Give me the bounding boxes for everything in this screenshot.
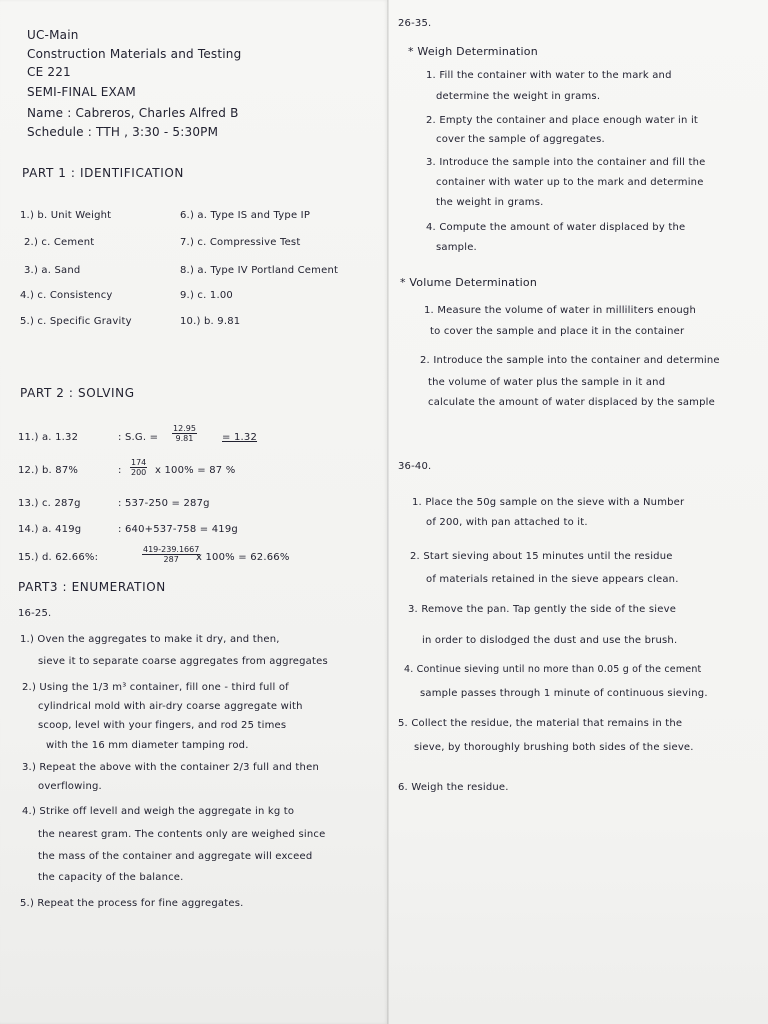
problem-13-work: : 537-250 = 287g: [118, 498, 210, 509]
answer-3: 3.) a. Sand: [24, 265, 81, 276]
part3-step-line-5: scoop, level with your fingers, and rod 25 times: [38, 720, 287, 731]
sieve-step-line-10: sieve, by thoroughly brushing both sides of the sieve.: [414, 742, 694, 753]
course-code: CE 221: [27, 65, 71, 79]
exam-title: SEMI-FINAL EXAM: [27, 85, 136, 99]
weigh-step-line-3: 2. Empty the container and place enough water in it: [426, 115, 699, 126]
sieve-step-line-9: 5. Collect the residue, the material that remains in the: [398, 718, 683, 729]
answer-4: 4.) c. Consistency: [20, 290, 113, 301]
school-label: UC-Main: [27, 28, 79, 42]
page-fold: [387, 0, 389, 1024]
weigh-step-line-6: container with water up to the mark and determine: [436, 177, 704, 188]
part3-step-line-4: cylindrical mold with air-dry coarse aggregate with: [38, 701, 303, 712]
student-name: Name : Cabreros, Charles Alfred B: [27, 106, 239, 120]
weigh-step-line-1: 1. Fill the container with water to the mark and: [426, 70, 672, 81]
problem-12-numerator: 174: [131, 458, 147, 467]
answer-1: 1.) b. Unit Weight: [20, 210, 112, 221]
answer-2: 2.) c. Cement: [24, 237, 95, 248]
problem-11-numerator: 12.95: [173, 424, 196, 433]
part3-step-line-8: overflowing.: [38, 781, 102, 792]
sieve-step-line-8: sample passes through 1 minute of continuous sieving.: [420, 688, 708, 699]
part1-title: PART 1 : IDENTIFICATION: [22, 166, 184, 180]
answer-6: 6.) a. Type IS and Type IP: [180, 210, 311, 221]
part3-step-line-1: 1.) Oven the aggregates to make it dry, and then,: [20, 634, 280, 645]
answer-8: 8.) a. Type IV Portland Cement: [180, 265, 339, 276]
problem-13-label: 13.) c. 287g: [18, 498, 81, 509]
sieve-step-line-6: in order to dislodged the dust and use the brush.: [422, 635, 678, 646]
problem-15-fraction: [142, 545, 200, 564]
answer-9: 9.) c. 1.00: [180, 290, 233, 301]
problem-15-result: x 100% = 62.66%: [196, 552, 290, 563]
part3-step-line-2: sieve it to separate coarse aggregates from aggregates: [38, 656, 328, 667]
weigh-step-line-9: sample.: [436, 242, 477, 253]
part3-range: 16-25.: [18, 608, 52, 619]
problem-12-label: 12.) b. 87%: [18, 465, 79, 476]
part3-step-line-12: the capacity of the balance.: [38, 872, 184, 883]
problem-11-label: 11.) a. 1.32: [18, 432, 79, 443]
sieve-step-line-4: of materials retained in the sieve appears clean.: [426, 574, 679, 585]
sieve-step-line-3: 2. Start sieving about 15 minutes until the residue: [410, 551, 673, 562]
part3-step-line-9: 4.) Strike off levell and weigh the aggregate in kg to: [22, 806, 295, 817]
weigh-step-line-2: determine the weight in grams.: [436, 91, 601, 102]
volume-step-line-4: the volume of water plus the sample in it and: [428, 377, 666, 388]
problem-12-fraction: [130, 458, 147, 477]
volume-step-line-3: 2. Introduce the sample into the container and determine: [420, 355, 720, 366]
problem-12-result: x 100% = 87 %: [155, 465, 236, 476]
weigh-step-line-5: 3. Introduce the sample into the container and fill the: [426, 157, 706, 168]
weigh-determination-title: * Weigh Determination: [408, 45, 538, 58]
weigh-step-line-8: 4. Compute the amount of water displaced by the: [426, 222, 686, 233]
sieve-step-line-5: 3. Remove the pan. Tap gently the side of the sieve: [408, 604, 677, 615]
volume-step-line-5: calculate the amount of water displaced by the sample: [428, 397, 715, 408]
part3-step-line-6: with the 16 mm diameter tamping rod.: [46, 740, 249, 751]
problem-11-fraction: [172, 424, 197, 443]
volume-determination-title: * Volume Determination: [400, 276, 538, 289]
answer-5: 5.) c. Specific Gravity: [20, 316, 132, 327]
part3-step-line-11: the mass of the container and aggregate will exceed: [38, 851, 313, 862]
sieve-step-line-2: of 200, with pan attached to it.: [426, 517, 588, 528]
problem-15-numerator: 419-239.1667: [143, 545, 200, 554]
right-page: [388, 0, 768, 1024]
part3-title: PART3 : ENUMERATION: [18, 580, 166, 594]
problem-11-work: : S.G. =: [118, 432, 159, 443]
part3-step-line-7: 3.) Repeat the above with the container 2/3 full and then: [22, 762, 319, 773]
problem-15-label: 15.) d. 62.66%:: [18, 552, 99, 563]
problem-14-work: : 640+537-758 = 419g: [118, 524, 238, 535]
range-26-35: 26-35.: [398, 18, 432, 29]
part2-title: PART 2 : SOLVING: [20, 386, 135, 400]
course-title: Construction Materials and Testing: [27, 47, 242, 61]
weigh-step-line-4: cover the sample of aggregates.: [436, 134, 605, 145]
problem-12-work: :: [118, 465, 122, 476]
problem-15-denominator: 287: [163, 555, 179, 564]
answer-10: 10.) b. 9.81: [180, 316, 241, 327]
problem-14-label: 14.) a. 419g: [18, 524, 82, 535]
schedule: Schedule : TTH , 3:30 - 5:30PM: [27, 125, 219, 139]
range-36-40: 36-40.: [398, 461, 432, 472]
problem-12-denominator: 200: [131, 468, 147, 477]
sieve-step-line-1: 1. Place the 50g sample on the sieve with a Number: [412, 497, 685, 508]
problem-11-denominator: 9.81: [175, 434, 194, 443]
volume-step-line-1: 1. Measure the volume of water in milliliters enough: [424, 305, 697, 316]
part3-step-line-13: 5.) Repeat the process for fine aggregates.: [20, 898, 244, 909]
problem-11-result: = 1.32: [222, 432, 258, 443]
weigh-step-line-7: the weight in grams.: [436, 197, 544, 208]
part3-step-line-3: 2.) Using the 1/3 m³ container, fill one - third full of: [22, 682, 289, 693]
sieve-step-line-7: 4. Continue sieving until no more than 0.05 g of the cement: [404, 664, 702, 675]
sieve-step-line-11: 6. Weigh the residue.: [398, 782, 509, 793]
answer-7: 7.) c. Compressive Test: [180, 237, 301, 248]
part3-step-line-10: the nearest gram. The contents only are weighed since: [38, 829, 326, 840]
volume-step-line-2: to cover the sample and place it in the container: [430, 326, 685, 337]
